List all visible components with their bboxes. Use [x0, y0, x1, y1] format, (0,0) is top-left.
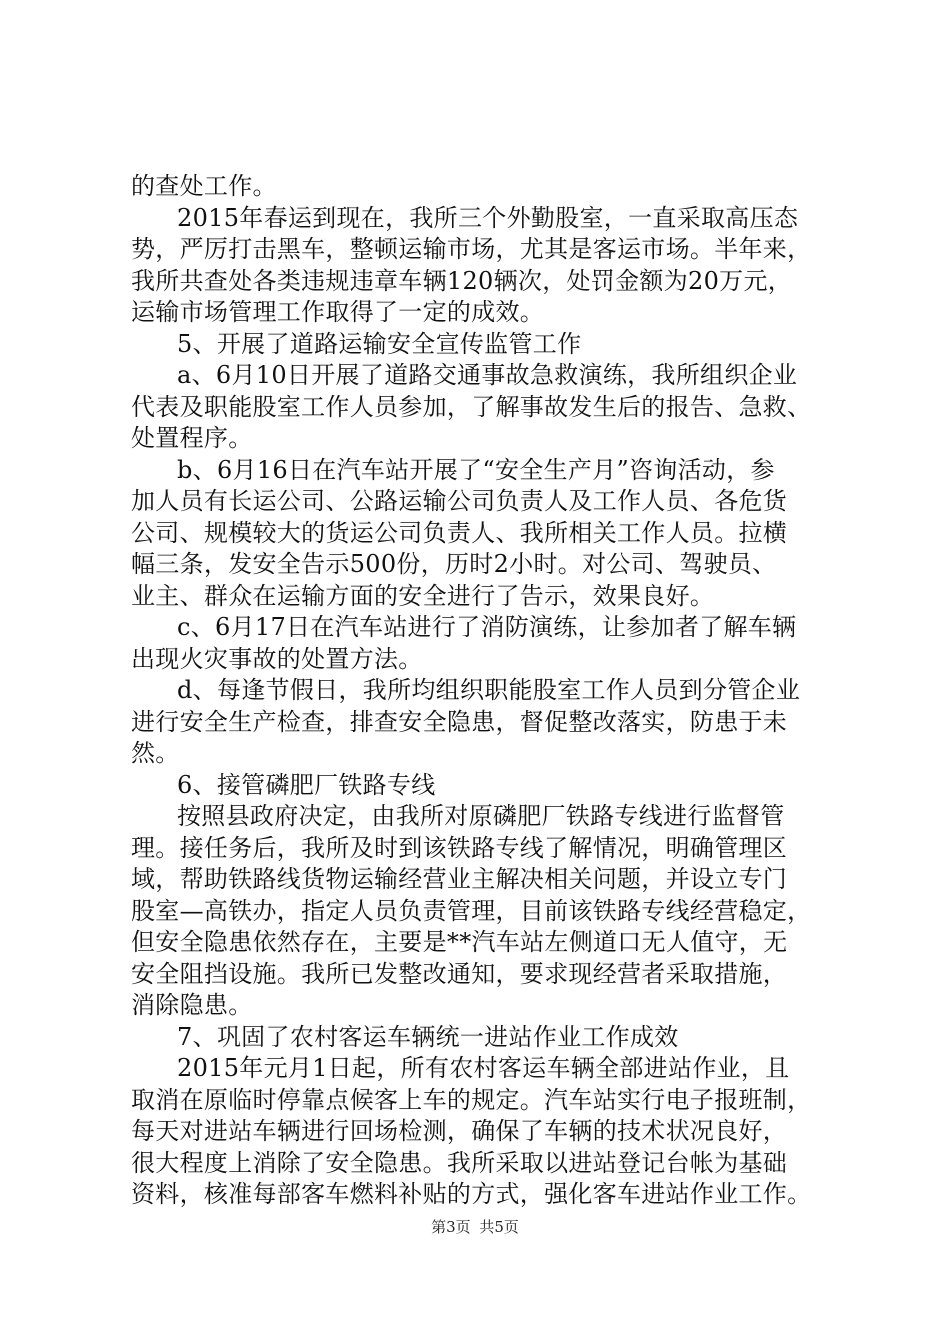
text-line: 6、接管磷肥厂铁路专线: [177, 770, 436, 799]
text-line: 理。接任务后，我所及时到该铁路专线了解情况，明确管理区: [131, 833, 788, 862]
text-line: 但安全隐患依然存在，主要是**汽车站左侧道口无人值守，无: [131, 928, 788, 956]
text-line: 的查处工作。: [131, 172, 277, 200]
text-line: c、6月17日在汽车站进行了消防演练，让参加者了解车辆: [177, 613, 797, 641]
text-line: 域，帮助铁路线货物运输经营业主解决相关问题，并设立专门: [131, 865, 788, 893]
text-line: 消除隐患。: [131, 991, 253, 1019]
text-line: 2015年元月1日起，所有农村客运车辆全部进站作业，且: [177, 1054, 790, 1082]
text-line: b、6月16日在汽车站开展了“安全生产月”咨询活动，参: [177, 455, 775, 484]
text-line: 股室—高铁办，指定人员负责管理，目前该铁路专线经营稳定，: [131, 896, 812, 925]
text-line: d、每逢节假日，我所均组织职能股室工作人员到分管企业: [177, 676, 801, 704]
text-line: 运输市场管理工作取得了一定的成效。: [131, 298, 545, 326]
text-line: a、6月10日开展了道路交通事故急救演练，我所组织企业: [177, 361, 798, 389]
text-line: 2015年春运到现在，我所三个外勤股室，一直采取高压态: [177, 203, 799, 232]
text-line: 每天对进站车辆进行回场检测，确保了车辆的技术状况良好，: [131, 1117, 788, 1145]
text-line: 势，严厉打击黑车，整顿运输市场，尤其是客运市场。半年来，: [131, 235, 812, 263]
page-total: 共5页: [479, 1218, 519, 1236]
text-line: 进行安全生产检查，排查安全隐患，督促整改落实，防患于未: [131, 707, 788, 736]
text-line: 业主、群众在运输方面的安全进行了告示，效果良好。: [131, 581, 715, 610]
text-line: 代表及职能股室工作人员参加，了解事故发生后的报告、急救、: [131, 392, 812, 421]
page-number: 第3页: [431, 1218, 471, 1236]
text-line: 我所共查处各类违规违章车辆120辆次，处罚金额为20万元，: [131, 266, 793, 295]
page-footer: [0, 1216, 950, 1237]
body-text: [131, 171, 831, 1211]
text-line: 安全阻挡设施。我所已发整改通知，要求现经营者采取措施，: [131, 959, 788, 988]
text-line: 加人员有长运公司、公路运输公司负责人及工作人员、各危货: [131, 487, 788, 515]
text-line: 出现火灾事故的处置方法。: [131, 644, 423, 673]
text-line: 处置程序。: [131, 424, 253, 452]
text-line: 幅三条，发安全告示500份，历时2小时。对公司、驾驶员、: [131, 550, 777, 578]
text-line: 很大程度上消除了安全隐患。我所采取以进站登记台帐为基础: [131, 1148, 788, 1177]
text-line: 公司、规模较大的货运公司负责人、我所相关工作人员。拉横: [131, 518, 788, 547]
text-line: 然。: [131, 739, 180, 767]
text-line: 5、开展了道路运输安全宣传监管工作: [177, 329, 582, 358]
text-line: 7、巩固了农村客运车辆统一进站作业工作成效: [177, 1022, 679, 1051]
text-line: 取消在原临时停靠点候客上车的规定。汽车站实行电子报班制，: [131, 1085, 812, 1114]
text-line: 按照县政府决定，由我所对原磷肥厂铁路专线进行监督管: [177, 802, 785, 830]
text-line: 资料，核准每部客车燃料补贴的方式，强化客车进站作业工作。: [131, 1180, 812, 1208]
